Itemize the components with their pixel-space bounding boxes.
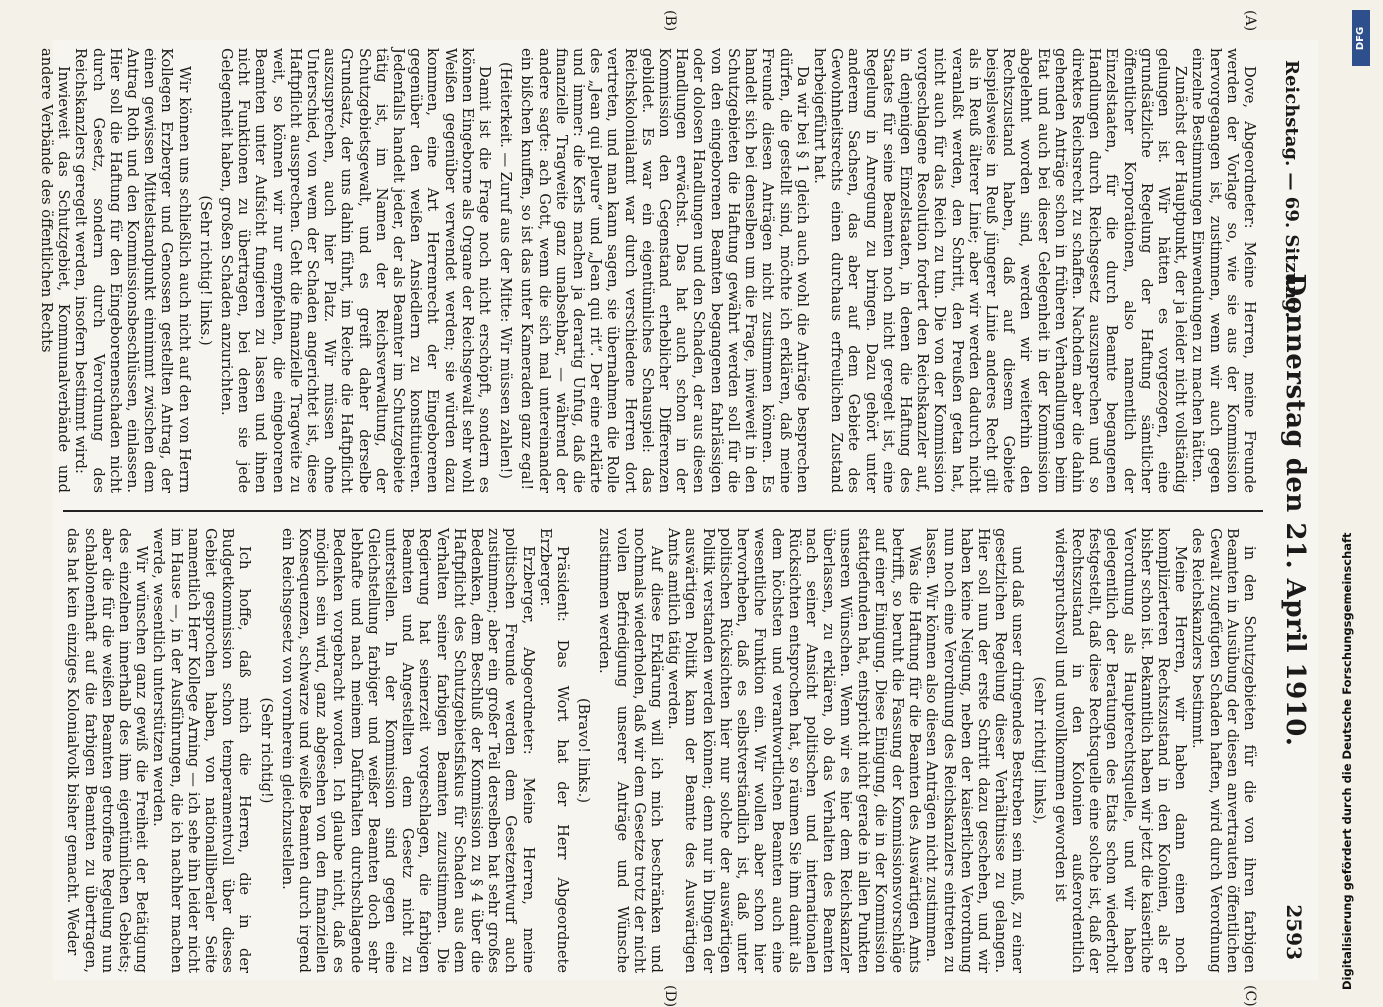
header-date: Donnerstag den 21. April 1910. [1280, 273, 1310, 747]
page-number: 2593 [1282, 904, 1306, 960]
paragraph: Erzberger, Abgeordneter: Meine Herren, meine politischen Freunde werden dem Gesetzentwurf auch zustimmen; aber ein großer Teil derselben hat sehr großes Bedenken, dem Beschluß der Kommission zu § 4 über die Haftpflicht des Schutzgebietsfiskus für Schaden aus dem Verhalten seiner farbigen Beamten zuzustimmen. Die Regierung hat seinerzeit vorgeschlagen, die farbigen Beamten und Angestellten dem Gesetz nicht zu unterstellen. In der Kommission sind gegen eine Gleichstellung farbiger und weißer Beamten doch sehr lebhafte und nach meinem Dafürhalten durchschlagende Bedenken vorgebracht worden. Ich glaube nicht, daß es möglich sein wird, ganz abgesehen von den finanziellen Konsequenzen, schwarze und weiße Beamten durch irgend ein Reichsgesetz von vornherein gleichzustellen. [278, 528, 537, 973]
paragraph: Wir wünschen ganz gewiß die Freiheit der Betätigung des einzelnen innerhalb des ihm eigentümlichen Gebiets; aber die für die weißen Beamten getroffene Regelung nun schablonenhaft auf die farbigen Beamten zu übertragen, das hat kein einziges Kolonialvolk bisher gemacht. Weder [64, 528, 151, 973]
paragraph: Ich hoffe, daß mich die Herren, die in der Budgetkommission schon temperamentvoll über dieses Gebiet gesprochen haben, von nationalliberaler Seite namentlich Herr Kollege Arning — ich sehe ihn leider nicht im Hause —, in der Ausführungen, die ich nachher machen werde, wesentlich unterstützen werden. [150, 528, 254, 973]
paragraph: Was die Haftung für die Beamten des Auswärtigen Amts betrifft, so beruht die Fassung der Kommissionsvorschläge auf einer Einigung. Diese Einigung, die in der Kommission stattgefunden hat, entspricht nicht gerade in allen Punkten unseren Wünschen. Wenn wir es hier dem Reichskanzler überlassen, zu erklären, ob das Verhalten des Beamten nach seiner Ansicht politischen und internationalen Rücksichten entsprochen hat, so räumen Sie ihm damit als dem höchsten und verantwortlichen Beamten auch eine wesentliche Funktion ein. Wir wollen aber schon hier hervorheben, daß es selbstverständlich ist, daß unter politischen Rücksichten hier nur solche der auswärtigen Politik verstanden werden können; denn nur in Dingen der auswärtigen Politik kann der Beamte des Auswärtigen Amts amtlich tätig werden. [665, 528, 924, 973]
right-column [64, 528, 1258, 973]
interjection: (Heiterkeit. — Zuruf aus der Mitte: Wir müssen zahlen!) [497, 62, 515, 479]
rotated-page [37, 10, 1318, 1007]
margin-marker-a: (A) [1242, 10, 1258, 32]
paragraph: Dove, Abgeordneter: Meine Herren, meine Freunde werden der Vorlage so, wie sie aus der Kommission hervorgegangen ist, zustimmen, wenn wir auch gegen einzelne Bestimmungen Einwendungen zu machen hätten. [1189, 48, 1258, 493]
paragraph: Inwieweit das Schutzgebiet, Kommunalverbände und andere Verbände des öffentlichen Rechts [37, 48, 73, 493]
margin-marker-c: (C) [1242, 985, 1258, 1007]
paragraph: und daß unser dringendes Bestreben sein muß, zu einer gesetzlichen Regelung dieser Verhältnisse zu gelangen. Hier soll nun der erste Schritt dazu geschehen, und wir haben keine Neigung, neben der kaiserlichen Verordnung nun noch eine Verordnung des Reichskanzlers eintreten zu lassen. Wir können also diesen Anträgen nicht zustimmen. [923, 528, 1027, 973]
digitization-credit: Digitalisierung gefördert durch die Deutsche Forschungsgemeinschaft [1340, 532, 1354, 990]
interjection: (Sehr richtig! links.) [196, 195, 214, 346]
paragraph: Auf diese Erklärung will ich mich beschränken und nochmals wiederholen, daß wir dem Gesetze trotz der nicht vollen Befriedigung unserer Anträge und Wünsche zustimmen werden. [596, 528, 666, 973]
paragraph: Präsident: Das Wort hat der Herr Abgeordnete Erzberger. [536, 528, 572, 973]
margin-marker-d: (D) [662, 985, 678, 1007]
paragraph: Da wir bei § 1 gleich auch wohl die Anträge besprechen dürfen, die gestellt sind, möchte ich erklären, daß meine Freunde diesen Anträgen nicht zustimmen können. Es handelt sich bei denselben um die Frage, inwieweit in den Schutzgebieten die Haftung gewährt werden soll für die von den eingeborenen Beamten begangenen fahrlässigen oder dolosen Handlungen und den Schaden, der aus diesen Handlungen erwächst. Das hat auch schon in der Kommission den Gegenstand erheblicher Differenzen gebildet. Es war ein eigentümliches Schauspiel: das Reichskolonialamt war durch verschiedene Herren dort vertreten, und man kann sagen, sie übernahmen die Rolle des „Jean qui pleure“ und „Jean qui rit“. Der eine erklärte und immer: die Kerls machen ja derartig Unfug, daß die finanzielle Tragweite ganz unabsehbar, — während der andere sagte: ach Gott, wenn die sich mal untereinander ein bißchen knuffen, so ist das unter Kameraden ganz egal! [518, 48, 811, 493]
paragraph: Meine Herren, wir haben dann einen noch komplizierteren Rechtszustand in den Kolonien, als er bisher schon ist. Bekanntlich haben wir jetzt die kaiserliche Verordnung als Haupterechtsquelle, und wir haben gelegentlich der Beratungen des Etats schon wiederholt festgestellt, daß diese Rechtsquelle eine solche ist, daß der Rechtszustand in den Kolonien außerordentlich widerspruchsvoll und unvollkommen geworden ist [1051, 528, 1190, 973]
dfg-logo: DFG [1352, 10, 1370, 66]
column-divider [63, 510, 1263, 512]
header-left: Reichstag. — 69. Sitzung. [1281, 60, 1302, 318]
paragraph: Damit ist die Frage noch nicht erschöpft, sondern es können Eingeborne als Organe der Reichsgewalt sehr wohl Weißen gegenüber verwendet werden; sie würden dazu kommen, eine Art Herrenrecht der Eingeborenen gegenüber den weißen Ansiedlern zu konstituieren. Jedenfalls handelt jeder, der als Beamter im Schutzgebiete tätig ist, im Namen der Reichsverwaltung, der Schutzgebietsgewalt, und es greift daher derselbe Grundsatz, der uns dahin führt, im Reiche die Haftpflicht auszusprechen, auch hier Platz. Wir müssen ohne Unterschied, von wem der Schaden angerichtet ist, diese Haftpflicht aussprechen. Geht die finanzielle Tragweite zu weit, so können wir nur empfehlen, die eingeborenen Beamten unter Aufsicht fungieren zu lassen und ihnen nicht Funktionen zu übertragen, bei denen sie jede Gelegenheit haben, großen Schaden anzurichten. [218, 48, 494, 493]
interjection: (Bravo! links.) [575, 697, 593, 804]
interjection: (Sehr richtig!) [257, 697, 275, 804]
left-column [37, 48, 1258, 493]
paragraph: in den Schutzgebieten für die von ihren farbigen Beamten in Ausübung der diesen anvertrauten öffentlichen Gewalt zugefügten Schaden haften, wird durch Verordnung des Reichskanzlers bestimmt. [1189, 528, 1258, 973]
margin-marker-b: (B) [662, 10, 678, 32]
paragraph: Zunächst der Hauptpunkt, der ja leider nicht vollständig gelungen ist. Wir hätten es vorgezogen, eine grundsätzliche Regelung der Haftung sämtlicher öffentlicher Korporationen, also namentlich der Einzelstaaten, für die durch Beamte begangenen Handlungen durch Reichsgesetz auszusprechen und so direktes Reichsrecht zu schaffen. Nachdem aber die dahin gehenden Anträge schon in früheren Verhandlungen beim Etat und auch bei dieser Gelegenheit in der Kommission abgelehnt worden sind, werden wir weiterhin den Rechtszustand haben, daß auf diesem Gebiete beispielsweise in Reuß jüngerer Linie anderes Recht gilt als in Reuß älterer Linie; aber wir werden dadurch nicht veranlaßt werden, den Schritt, den Preußen getan hat, nicht auch für das Reich zu tun. Die von der Kommission vorgeschlagene Resolution fordert den Reichskanzler auf, in denjenigen Einzelstaaten, in denen die Haftung des Staates für seine Beamten noch nicht geregelt ist, eine Regelung in Anregung zu bringen. Dazu gehört unter anderem Sachsen, das aber auf dem Gebiete des Gewohnheitsrechts einen durchaus erfreulichen Zustand herbeigeführt hat. [810, 48, 1190, 493]
page-header [1270, 60, 1310, 960]
interjection: (sehr richtig! links), [1030, 676, 1048, 825]
paragraph: Wir können uns schließlich auch nicht auf den von Herrn Kollegen Erzberger und Genossen gestellten Antrag, der einen gewissen Mittelstandpunkt einnimmt zwischen dem Antrag Roth und den Kommissionsbeschlüssen, einlassen. Hier soll die Haftung für den Eingeborenenschaden nicht durch Gesetz, sondern durch Verordnung des Reichskanzlers geregelt werden, insofern bestimmt wird: [72, 48, 193, 493]
